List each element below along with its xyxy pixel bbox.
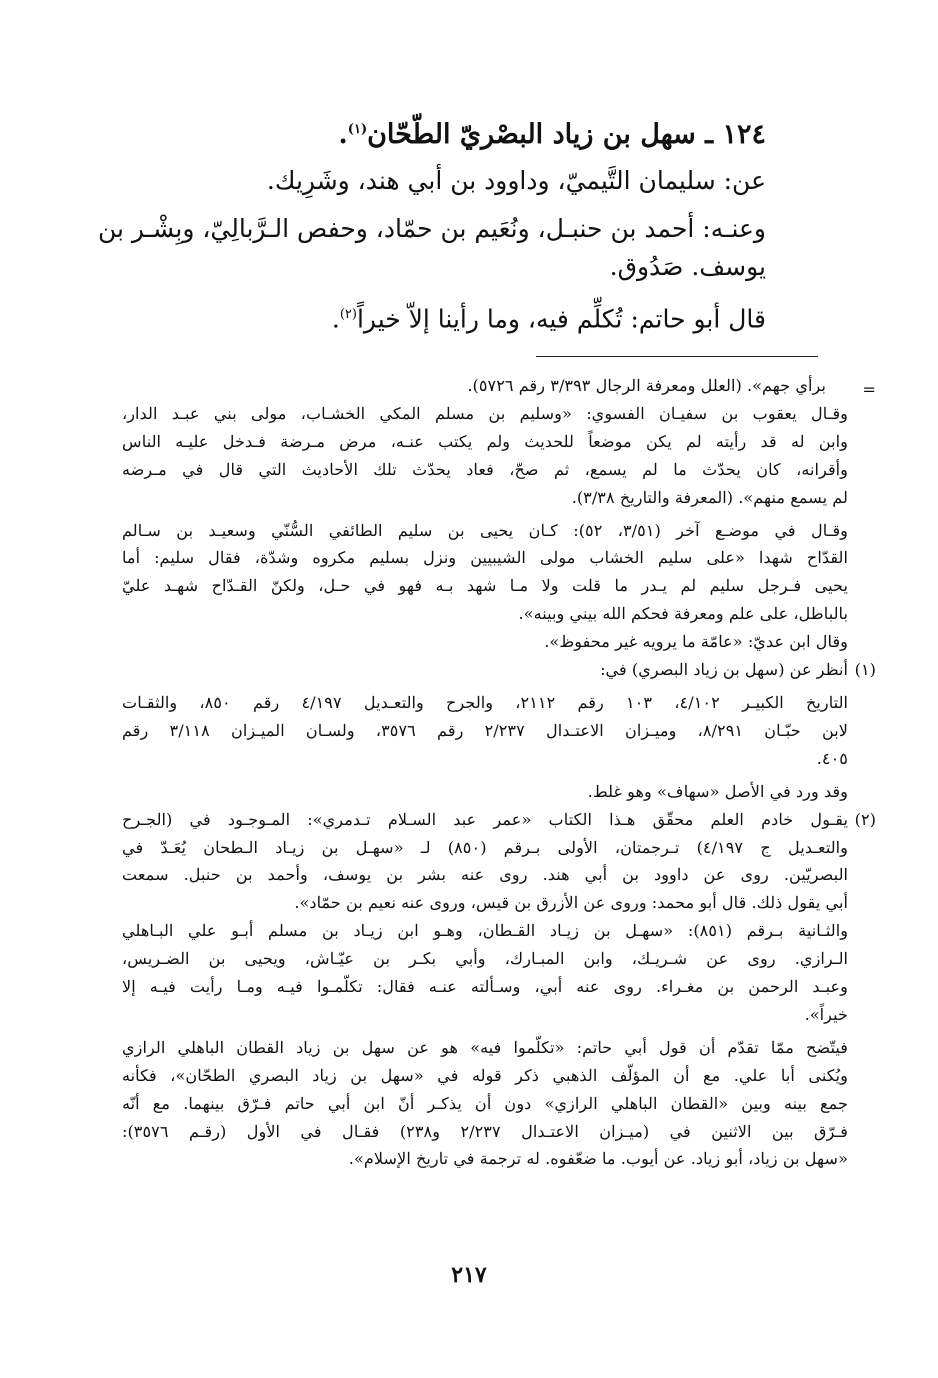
footnote-line: الـرازي. روى عن شـريـك، وابن المبـارك، وأبي بكـر بن عيّـاش، ويحيى بن الضـريس، — [122, 949, 848, 969]
footnote-line: التاريخ الكبيـر ٤/١٠٢، ١٠٣ رقم ٢١١٢، والجرح والتعـديل ٤/١٩٧ رقم ٨٥٠، والثقـات — [122, 692, 848, 712]
footnote-line: بالباطل، على علم ومعرفة فحكم الله بيني وبينه». — [518, 604, 848, 624]
footnote-1 — [122, 656, 876, 806]
footnotes — [122, 372, 876, 1173]
main-entry — [98, 108, 766, 343]
entry-line-wanhu-2: يوسف. صَدُوق. — [609, 252, 766, 281]
entry-title: ١٢٤ ـ سهل بن زياد البصْريّ الطّحّان$^{(١)}$. — [338, 119, 766, 150]
footnote-continued — [122, 372, 876, 656]
entry-line-qal-text: قال أبو حاتم: تُكلِّم فيه، وما رأينا إلاّ خيراً — [356, 304, 766, 334]
entry-line-qal: قال أبو حاتم: تُكلِّم فيه، وما رأينا إلاّ خيراً$^{(٢)}$. — [331, 304, 766, 334]
footnote-line: فيتّضح ممّا تقدّم أن قول أبي حاتم: «تكلّموا فيه» هو عن سهل بن زياد القطان الباهلي الرازي — [122, 1037, 848, 1057]
footnote-line: يقـول خادم العلم محقّق هـذا الكتاب «عمر عبد السـلام تـدمري»: المـوجـود في (الجـرح — [122, 809, 848, 829]
footnote-1-marker: (١) — [854, 660, 876, 680]
footnote-line: القدّاح شهدا «على سليم الخشاب مولى الشيبيين ونزل بسليم مكروه وشدّة، فقال سليم: أما — [122, 548, 848, 568]
entry-line-an: عن: سليمان التَّيميّ، وداوود بن أبي هند، وشَرِيك. — [266, 166, 766, 195]
footnote-line: ٤٠٥. — [816, 748, 848, 768]
footnote-line: فـرّق بين الاثنين في (ميـزان الاعتـدال ٢/٢٣٧ و٢٣٨) فقـال في الأول (رقـم ٣٥٧٦): — [122, 1121, 848, 1141]
footnote-line: البصريّين. روى عن داوود بن أبي هند. روى عنه بشر بن يوسف، وأحمد بن حنبل. سمعت — [122, 865, 848, 885]
footnote-line: لابن حبّـان ٨/٢٩١، وميـزان الاعتـدال ٢/٢٣٧ رقم ٣٥٧٦، ولسـان الميـزان ٣/١١٨ رقم — [122, 720, 848, 740]
footnote-line: والتعـديل ج ٤/١٩٧) تـرجمتان، الأولى بـرقم (٨٥٠) لـ «سهـل بن زيـاد الـطحان يُعَـدّ في — [122, 837, 848, 857]
footnote-separator — [536, 356, 818, 357]
footnote-line: ويُكنى أبا علي. مع أن المؤلّف الذهبي ذكر قوله في «سهل بن زياد البصري الطحّان»، فكأنه — [122, 1065, 848, 1085]
footnote-line: وقـال في موضـع آخر (٣/٥١، ٥٢): كـان يحيى بن سليم الطائفي السُّنّي وسعيـد بن سـالم — [122, 520, 848, 540]
footnote-line: والثـانية بـرقم (٨٥١): «سهـل بن زيـاد القـطان، وهـو ابن زيـاد بن مسلم أبـو علي البـاهلي — [122, 921, 848, 941]
continuation-marker: = — [862, 380, 876, 399]
footnote-line: وأقرانه، كان يحدّث ما لم يسمع، ثم صحّ، فعاد يحدّث تلك الأحاديث التي قال في مـرضه — [122, 459, 848, 479]
footnote-ref-1: (١) — [347, 122, 368, 137]
footnote-line: برأي جهم». (العلل ومعرفة الرجال ٣/٣٩٣ رقم ٥٧٢٦). — [467, 376, 826, 395]
footnote-ref-2: (٢) — [339, 307, 357, 322]
footnote-line: أنظر عن (سهل بن زياد البصري) في: — [600, 660, 848, 680]
footnote-line: لم يسمع منهم». (المعرفة والتاريخ ٣/٣٨). — [571, 487, 848, 507]
footnote-line: أبي يقول ذلك. قال أبو محمد: وروى عن الأزرق بن قيس، وروى عنه نعيم بن حمّاد». — [294, 893, 848, 913]
footnote-line: جمع بينه وبين «القطان الباهلي الرازي» دون أن يذكـر أنّ ابن أبي حاتم فـرّق بينهما. مع أنّه — [122, 1093, 848, 1113]
footnote-line: وعبـد الرحمن بن مغـراء. روى عنه أبي، وسـألته عنـه فقال: تكلّمـوا فيـه ومـا رأيت فيـه إلا — [122, 977, 848, 997]
footnote-2-marker: (٢) — [854, 809, 876, 829]
footnote-line: يحيى فـرجل سليم لم يـدر ما قلت ولا مـا شهد بـه فهو في حـل، ولكنّ القـدّاح شهـد عليّ — [122, 576, 848, 596]
entry-title-text: ١٢٤ ـ سهل بن زياد البصْريّ الطّحّان — [367, 119, 766, 150]
footnote-line: وقال ابن عديّ: «عامّة ما يرويه غير محفوظ». — [544, 632, 848, 652]
footnote-line: خيراً». — [804, 1004, 848, 1024]
page-number: ٢١٧ — [451, 1262, 487, 1288]
entry-line-wanhu-1: وعنـه: أحمد بن حنبـل، ونُعَيم بن حمّاد، وحفص الـرَّبالِيّ، وبِشْـر بن — [98, 214, 766, 243]
footnote-line: وقـال يعقوب بن سفيـان الفسوي: «وسليم بن مسلم المكي الخشـاب، مولى بني عبـد الدار، — [122, 403, 848, 423]
footnote-line: وقد ورد في الأصل «سهاف» وهو غلط. — [587, 781, 848, 801]
footnote-2 — [122, 806, 876, 1174]
footnote-line: وابن له قد رأيته لم يكن موضعاً للحديث ولم يكتب عنـه، مرض مـرضة فـدخل عليـه الناس — [122, 431, 848, 451]
footnote-line: «سهل بن زياد، أبو زياد. عن أيوب. ما ضعّفوه. له ترجمة في تاريخ الإسلام». — [348, 1149, 848, 1169]
